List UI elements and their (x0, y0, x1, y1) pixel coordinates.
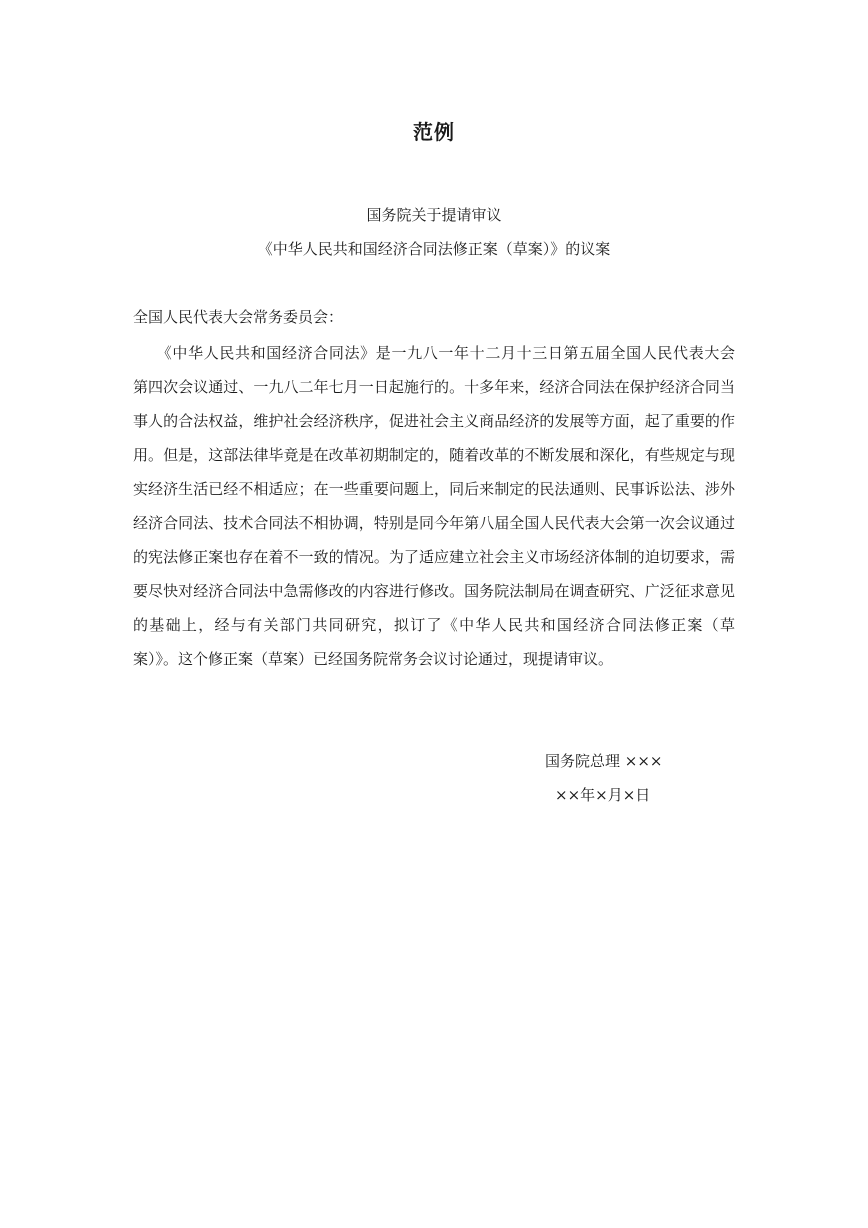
body-line-6: 经济合同法、技术合同法不相协调，特别是同今年第八届全国人民代表大会第一次会议通过 (133, 514, 736, 532)
body-line-7: 的宪法修正案也存在着不一致的情况。为了适应建立社会主义市场经济体制的迫切要求，需 (133, 548, 736, 566)
addressee: 全国人民代表大会常务委员会： (133, 308, 344, 326)
body-line-8: 要尽快对经济合同法中急需修改的内容进行修改。国务院法制局在调查研究、广泛征求意见 (133, 582, 736, 600)
subtitle-line-2: 《中华人民共和国经济合同法修正案（草案）》的议案 (257, 240, 611, 258)
body-line-1: 《中华人民共和国经济合同法》是一九八一年十二月十三日第五届全国人民代表大会 (133, 344, 736, 362)
body-line-10: 案）》。这个修正案（草案）已经国务院常务会议讨论通过，现提请审议。 (133, 650, 614, 668)
body-line-3: 事人的合法权益，维护社会经济秩序，促进社会主义商品经济的发展等方面，起了重要的作 (133, 412, 736, 430)
body-line-4: 用。但是，这部法律毕竟是在改革初期制定的，随着改革的不断发展和深化，有些规定与现 (133, 446, 736, 464)
body-line-5: 实经济生活已经不相适应；在一些重要问题上，同后来制定的民法通则、民事诉讼法、涉外 (133, 480, 736, 498)
subtitle-line-1: 国务院关于提请审议 (366, 206, 502, 224)
signature: 国务院总理 ××× (545, 752, 663, 770)
body-line-9: 的基础上，经与有关部门共同研究，拟订了《中华人民共和国经济合同法修正案（草 (133, 616, 737, 634)
body-line-2: 第四次会议通过、一九八二年七月一日起施行的。十多年来，经济合同法在保护经济合同当 (133, 378, 736, 396)
date: ××年×月×日 (555, 786, 651, 804)
document-heading: 范例 (413, 120, 455, 144)
